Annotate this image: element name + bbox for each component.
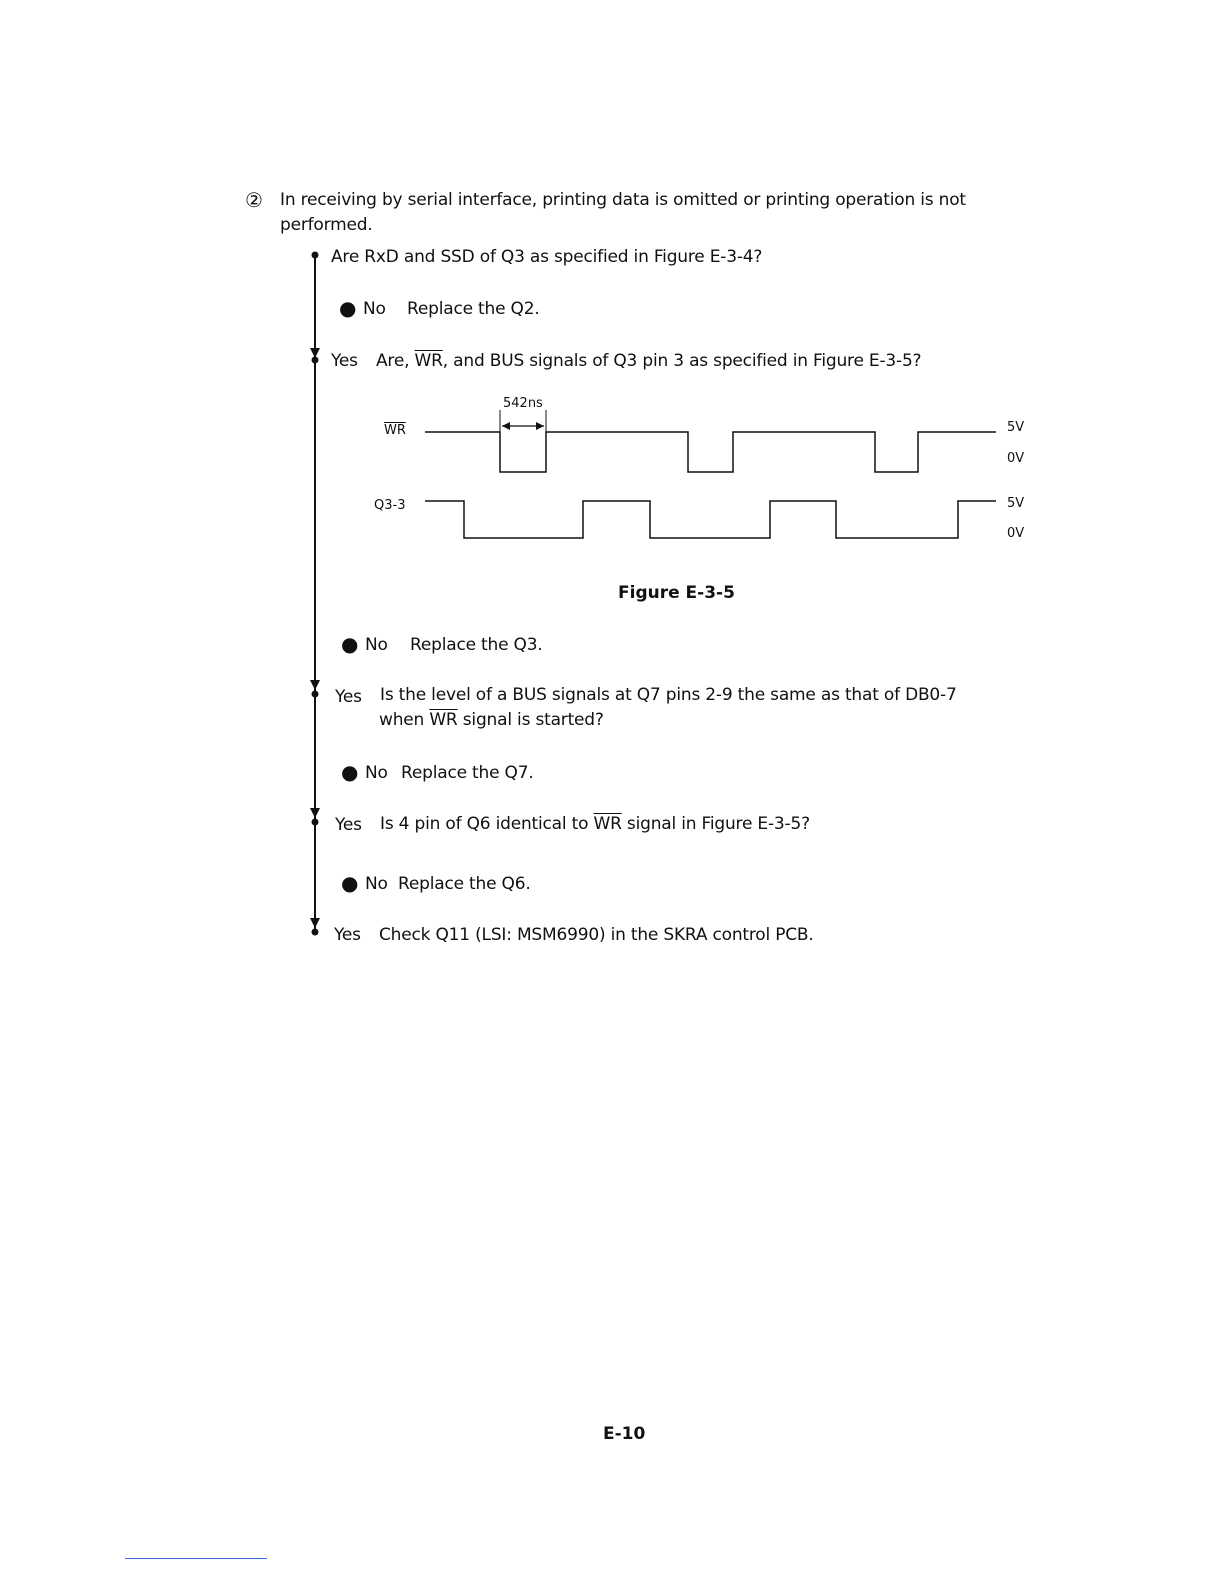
flow-start-dot [312,252,319,259]
flow-arrow-4 [310,918,320,928]
flow-dot-4 [312,929,319,936]
q3-low-level: 0V [1007,526,1025,541]
bullet-4: ● [341,871,359,895]
wr-signal-label: $\overline{WR}$ [384,423,406,438]
flow-dot-2 [312,691,319,698]
no-label-3: No [365,763,388,783]
pulse-width-label: 542ns [503,396,543,411]
final-check: Check Q11 (LSI: MSM6990) in the SKRA control PCB. [379,925,814,945]
action-1: Replace the Q2. [407,299,540,319]
wr-overline: $\overline{WR}$ [414,351,443,371]
flow-dot-1 [312,357,319,364]
page-number: E-10 [603,1424,646,1444]
q3-high-level: 5V [1007,496,1025,511]
action-3: Replace the Q7. [401,763,534,783]
pulse-width-arrow-right [536,422,544,430]
no-label-2: No [365,635,388,655]
section-heading-line1: In receiving by serial interface, printing data is omitted or printing operation is not [280,190,966,210]
question-4: Is 4 pin of Q6 identical to $\overline{WR}$ signal in Figure E-3-5? [380,814,810,834]
action-4: Replace the Q6. [398,874,531,894]
pulse-width-arrow-left [502,422,510,430]
wr-low-level: 0V [1007,451,1025,466]
bullet-2: ● [341,632,359,656]
question-3-line1: Is the level of a BUS signals at Q7 pins 2-9 the same as that of DB0-7 [380,685,957,705]
flow-arrow-3 [310,808,320,818]
timing-diagram [420,410,1000,550]
q3-waveform [425,501,996,538]
yes-label-4: Yes [335,815,362,835]
flow-dot-3 [312,819,319,826]
no-label-4: No [365,874,388,894]
flow-line [305,245,327,945]
figure-caption: Figure E-3-5 [618,583,735,603]
no-label-1: No [363,299,386,319]
yes-label-5: Yes [334,925,361,945]
wr-waveform [425,432,996,472]
wr-overline: $\overline{WR}$ [429,710,458,730]
bullet-1: ● [339,296,357,320]
bottom-rule [125,1558,267,1559]
yes-label-3: Yes [335,687,362,707]
bullet-3: ● [341,760,359,784]
action-2: Replace the Q3. [410,635,543,655]
question-3-line2: when $\overline{WR}$ signal is started? [379,710,604,730]
yes-label-2: Yes [331,351,358,371]
flow-arrow-2 [310,680,320,690]
question-2: Are, $\overline{WR}$, and BUS signals of Q3 pin 3 as specified in Figure E-3-5? [376,351,922,371]
section-number: ② [245,188,263,212]
wr-high-level: 5V [1007,420,1025,435]
section-heading-line2: performed. [280,215,373,235]
question-1: Are RxD and SSD of Q3 as specified in Figure E-3-4? [331,247,763,267]
wr-overline: $\overline{WR}$ [593,814,622,834]
q3-signal-label: Q3-3 [374,498,406,513]
